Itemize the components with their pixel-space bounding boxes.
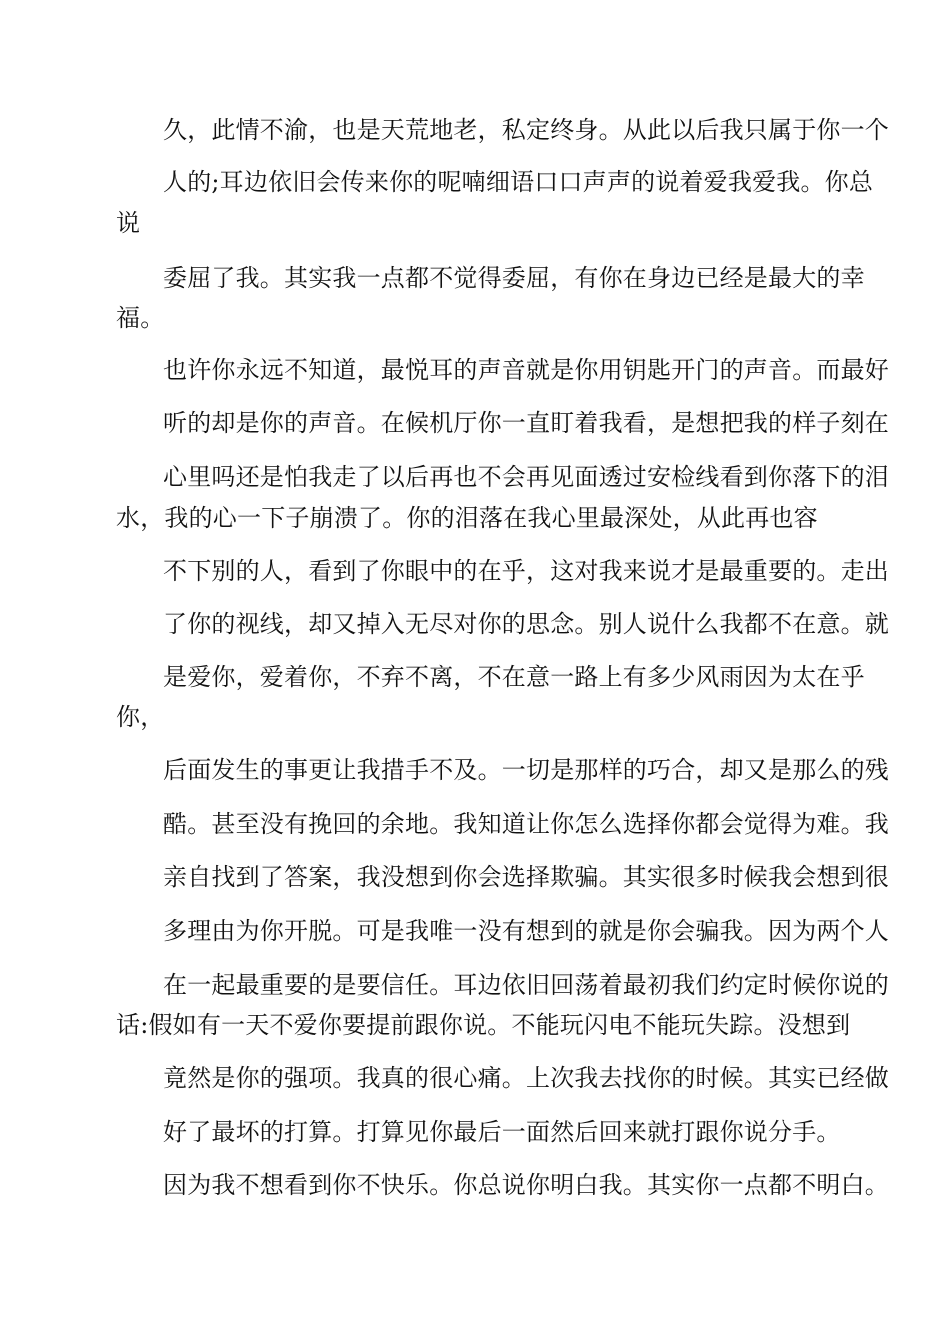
text-line: 好了最坏的打算。打算见你最后一面然后回来就打跟你说分手。 (163, 1118, 841, 1146)
text-line: 了你的视线，却又掉入无尽对你的思念。别人说什么我都不在意。就 (163, 610, 889, 638)
text-line: 竟然是你的强项。我真的很心痛。上次我去找你的时候。其实已经做 (163, 1064, 889, 1092)
text-line: 你， (116, 703, 165, 731)
text-line: 酷。甚至没有挽回的余地。我知道让你怎么选择你都会觉得为难。我 (163, 810, 889, 838)
text-line: 亲自找到了答案，我没想到你会选择欺骗。其实很多时候我会想到很 (163, 863, 889, 891)
text-line: 听的却是你的声音。在候机厅你一直盯着我看，是想把我的样子刻在 (163, 409, 889, 437)
text-line: 后面发生的事更让我措手不及。一切是那样的巧合，却又是那么的残 (163, 756, 889, 784)
text-line: 在一起最重要的是要信任。耳边依旧回荡着最初我们约定时候你说的 (163, 971, 889, 999)
text-line: 因为我不想看到你不快乐。你总说你明白我。其实你一点都不明白。 (163, 1171, 889, 1199)
text-line: 福。 (116, 304, 165, 332)
text-line: 心里吗还是怕我走了以后再也不会再见面透过安检线看到你落下的泪 (163, 463, 889, 491)
text-line: 人的;耳边依旧会传来你的呢喃细语口口声声的说着爱我爱我。你总 (163, 168, 874, 196)
text-line: 多理由为你开脱。可是我唯一没有想到的就是你会骗我。因为两个人 (163, 917, 889, 945)
text-line: 水，我的心一下子崩溃了。你的泪落在我心里最深处，从此再也容 (116, 504, 818, 532)
text-line: 委屈了我。其实我一点都不觉得委屈，有你在身边已经是最大的幸 (163, 264, 865, 292)
text-line: 是爱你，爱着你，不弃不离，不在意一路上有多少风雨因为太在乎 (163, 663, 865, 691)
text-line: 话:假如有一天不爱你要提前跟你说。不能玩闪电不能玩失踪。没想到 (116, 1011, 851, 1039)
text-line: 久，此情不渝，也是天荒地老，私定终身。从此以后我只属于你一个 (163, 116, 889, 144)
text-line: 也许你永远不知道，最悦耳的声音就是你用钥匙开门的声音。而最好 (163, 356, 889, 384)
text-line: 说 (116, 209, 141, 237)
text-line: 不下别的人，看到了你眼中的在乎，这对我来说才是最重要的。走出 (163, 557, 889, 585)
